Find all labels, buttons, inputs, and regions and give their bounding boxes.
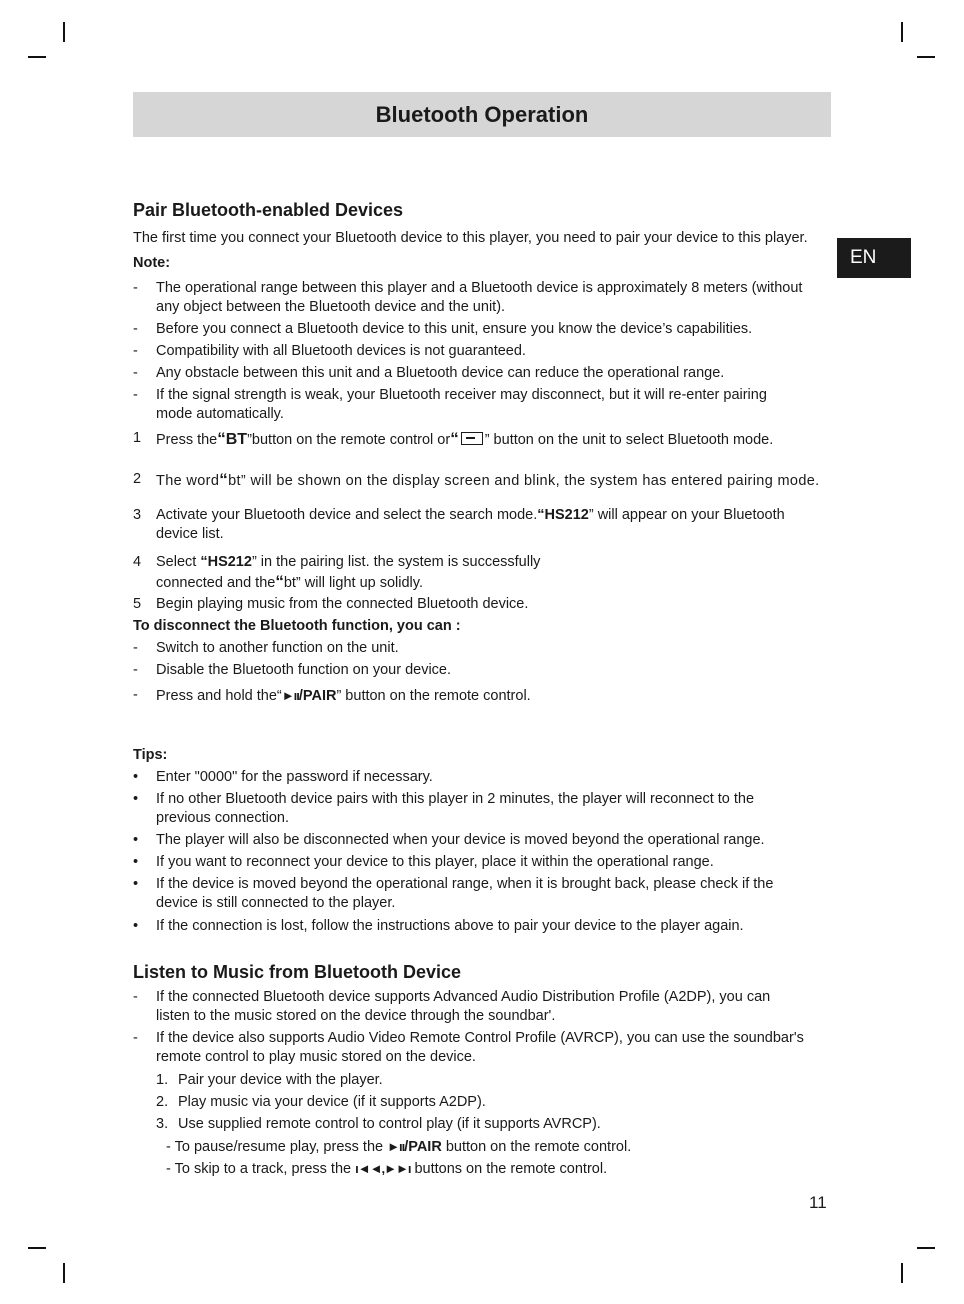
bt-button-label: BT (225, 431, 248, 448)
listen-item: - If the connected Bluetooth device supports Advanced Audio Distribution Profile (A2DP), you can listen to the music stored on the device through the soundbar'. (133, 989, 771, 1024)
model-name: “HS212 (537, 507, 589, 523)
crop-mark (917, 56, 935, 58)
note-label: Note: (133, 255, 171, 271)
disconnect-item: - Switch to another function on the unit. (133, 640, 399, 656)
play-pause-icon: ►ıı (281, 688, 299, 703)
tips-label: Tips: (133, 747, 168, 763)
section-heading-listen: Listen to Music from Bluetooth Device (133, 962, 462, 982)
play-pause-icon: ►ıı (387, 1139, 405, 1154)
listen-numbered-item: 3. Use supplied remote control to control play (if it supports AVRCP). (156, 1116, 601, 1132)
section-heading-pair: Pair Bluetooth-enabled Devices (133, 200, 404, 220)
note-item: - Before you connect a Bluetooth device to this unit, ensure you know the device’s capabilities. (133, 321, 753, 337)
disconnect-heading: To disconnect the Bluetooth function, you can : (133, 618, 461, 634)
source-button-icon (461, 432, 483, 445)
listen-sub-item-pause: - To pause/resume play, press the ►ıı/PAIR button on the remote control. (166, 1139, 632, 1155)
page-number: 11 (809, 1193, 827, 1212)
crop-mark (63, 22, 65, 42)
step-3: 3 Activate your Bluetooth device and select the search mode.“HS212” will appear on your Bluetooth device list. (133, 507, 785, 542)
language-tab: EN (837, 238, 911, 278)
listen-numbered-item: 2. Play music via your device (if it supports A2DP). (156, 1094, 486, 1110)
step-5: 5 Begin playing music from the connected Bluetooth device. (133, 596, 529, 612)
note-item: - The operational range between this player and a Bluetooth device is approximately 8 meters (without any object between the Bluetooth device and the unit). (133, 280, 803, 315)
tip-item: • If the connection is lost, follow the instructions above to pair your device to the player again. (133, 918, 744, 934)
model-name: “HS212 (200, 554, 252, 570)
page-header (133, 92, 831, 137)
crop-mark (917, 1247, 935, 1249)
crop-mark (901, 1263, 903, 1283)
listen-item: - If the device also supports Audio Video Remote Control Profile (AVRCP), you can use the soundbar's remote control to play music stored on the device. (133, 1030, 804, 1065)
crop-mark (63, 1263, 65, 1283)
step-4: 4 Select “HS212” in the pairing list. the system is successfully connected and the“bt” will light up solidly. (133, 554, 541, 591)
listen-numbered-item: 1. Pair your device with the player. (156, 1072, 383, 1088)
listen-sub-item-skip: - To skip to a track, press the ı◄◄,►►ı buttons on the remote control. (166, 1161, 608, 1177)
tip-item: • Enter "0000" for the password if necessary. (133, 769, 433, 785)
note-item: - Compatibility with all Bluetooth devices is not guaranteed. (133, 343, 526, 359)
skip-track-icon: ı◄◄,►►ı (355, 1161, 411, 1176)
disconnect-item: - Disable the Bluetooth function on your device. (133, 662, 452, 678)
note-item: - Any obstacle between this unit and a Bluetooth device can reduce the operational range. (133, 365, 725, 381)
step-1: 1 Press the“BT”button on the remote control or“ ” button on the unit to select Bluetooth mode. (133, 429, 774, 448)
crop-mark (28, 56, 46, 58)
disconnect-item: - Press and hold the“►ıı/PAIR” button on the remote control. (133, 687, 531, 704)
tip-item: • If no other Bluetooth device pairs with this player in 2 minutes, the player will reconnect to the previous connection. (133, 791, 755, 826)
crop-mark (901, 22, 903, 42)
tip-item: • The player will also be disconnected when your device is moved beyond the operational range. (133, 832, 765, 848)
crop-mark (28, 1247, 46, 1249)
tip-item: • If you want to reconnect your device to this player, place it within the operational range. (133, 854, 714, 870)
page-title: Bluetooth Operation (375, 101, 589, 127)
note-item: - If the signal strength is weak, your Bluetooth receiver may disconnect, but it will re-enter pairing mode automatically. (133, 387, 767, 422)
tip-item: • If the device is moved beyond the operational range, when it is brought back, please check if the device is still connected to the player. (133, 876, 774, 911)
step-2: 2 The word“bt” will be shown on the display screen and blink, the system has entered pairing mode. (133, 470, 820, 489)
pair-intro: The first time you connect your Bluetooth device to this player, you need to pair your device to this player. (133, 230, 808, 246)
